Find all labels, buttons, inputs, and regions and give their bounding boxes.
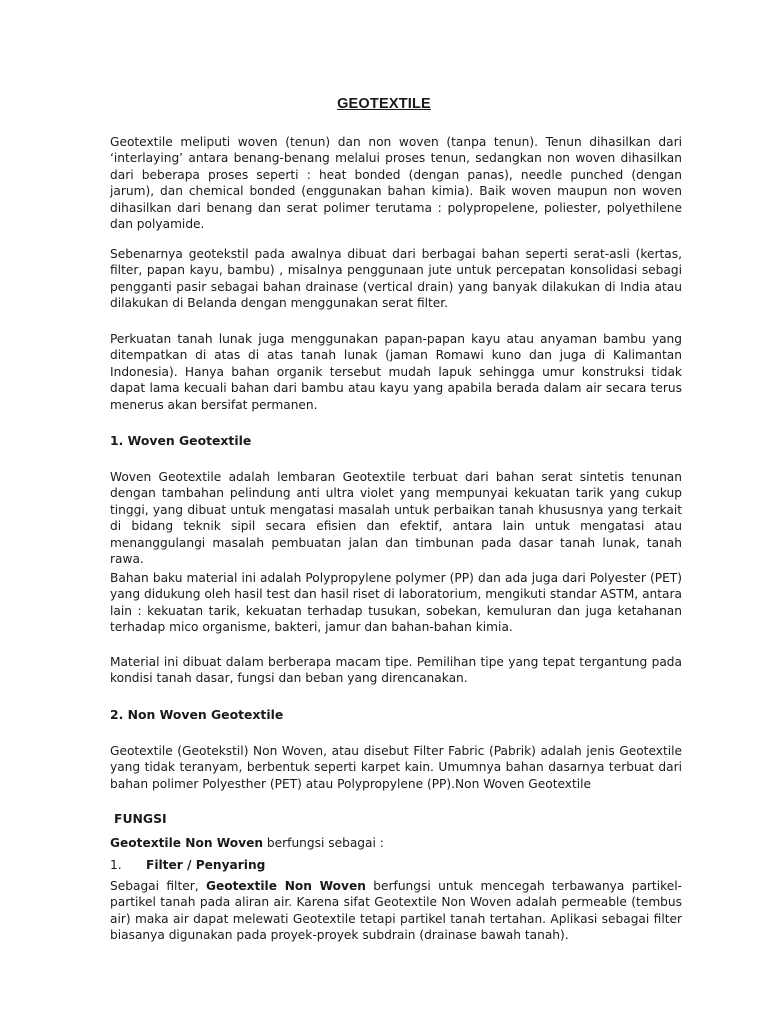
paragraph-history: Sebenarnya geotekstil pada awalnya dibuat dari berbagai bahan seperti serat-asli (kertas, filter, papan kayu, bambu) , misalnya penggunaan jute untuk percepatan konsolidasi sebagi pengganti pasir sebagai bahan drainase (vertical drain) yang banyak dilakukan di India atau dilakukan di Belanda dengan menggunakan serat filter. (110, 247, 682, 311)
heading-woven-geotextile: 1. Woven Geotextile (110, 433, 252, 448)
paragraph-woven-definition: Woven Geotextile adalah lembaran Geotextile terbuat dari bahan serat sintetis tenunan dengan tambahan pelindung anti ultra violet yang mempunyai kekuatan tarik yang cukup tinggi, yang dibuat untuk mengatasi masalah untuk perbaikan tanah khususnya yang terkait di bidang teknik sipil secara efisien dan efektif, antara lain untuk mengatasi atau menanggulangi masalah pembuatan jalan dan timbunan pada dasar tanah lunak, tanah rawa. (110, 470, 682, 567)
paragraph-intro: Geotextile meliputi woven (tenun) dan non woven (tanpa tenun). Tenun dihasilkan dari ‘interlaying’ antara benang-benang melalui proses tenun, sedangkan non woven dihasilkan dari beberapa proses seperti : heat bonded (dengan panas), needle punched (dengan jarum), dan chemical bonded (enggunakan bahan kimia). Baik woven maupun non woven dihasilkan dari benang dan serat polimer terutama : polypropelene, poliester, polyethilene dan polyamide. (110, 135, 682, 232)
filter-text-b: berfungsi untuk mencegah terbawanya partikel-partikel tanah pada aliran air. Karena sifat Geotextile Non Woven adalah permeable (tembus air) maka air dapat melewati Geotextile tetapi partikel tanah tertahan. Aplikasi sebagai filter biasanya digunakan pada proyek-proyek subdrain (drainase bawah tanah). (110, 879, 682, 943)
filter-text-a: Sebagai filter, (110, 879, 206, 893)
fungsi-intro (110, 835, 682, 851)
page-title: GEOTEXTILE (337, 96, 431, 112)
paragraph-woven-material: Bahan baku material ini adalah Polypropylene polymer (PP) dan ada juga dari Polyester (PET) yang didukung oleh hasil test dan hasil riset di laboratorium, mengikuti standar ASTM, antara lain : kekuatan tarik, kekuatan terhadap tusukan, sobekan, kemuluran dan juga ketahanan terhadap mico organisme, bakteri, jamur dan bahan-bahan kimia. (110, 571, 682, 635)
heading-non-woven-geotextile: 2. Non Woven Geotextile (110, 707, 284, 722)
list-item-title: Filter / Penyaring (146, 858, 266, 872)
paragraph-reinforcement: Perkuatan tanah lunak juga menggunakan papan-papan kayu atau anyaman bambu yang ditempatkan di atas di atas tanah lunak (jaman Romawi kuno dan juga di Kalimantan Indonesia). Hanya bahan organik tersebut mudah lapuk sehingga umur konstruksi tidak dapat lama kecuali bahan dari bambu atau kayu yang apabila berada dalam air secara terus menerus akan bersifat permanen. (110, 332, 682, 412)
fungsi-intro-bold: Geotextile Non Woven (110, 836, 264, 850)
paragraph-non-woven-definition: Geotextile (Geotekstil) Non Woven, atau disebut Filter Fabric (Pabrik) adalah jenis Geotextile yang tidak teranyam, berbentuk seperti karpet kain. Umumnya bahan dasarnya terbuat dari bahan polimer Polyesther (PET) atau Polypropylene (PP).Non Woven Geotextile (110, 744, 682, 791)
paragraph-filter (110, 878, 682, 944)
paragraph-woven-types: Material ini dibuat dalam berberapa macam tipe. Pemilihan tipe yang tepat tergantung pada kondisi tanah dasar, fungsi dan beban yang direncanakan. (110, 655, 682, 686)
list-item-filter (110, 857, 682, 873)
heading-fungsi: FUNGSI (114, 811, 167, 826)
list-item-number: 1. (110, 858, 122, 872)
filter-text-bold: Geotextile Non Woven (205, 879, 366, 893)
fungsi-intro-rest: berfungsi sebagai : (263, 836, 384, 850)
